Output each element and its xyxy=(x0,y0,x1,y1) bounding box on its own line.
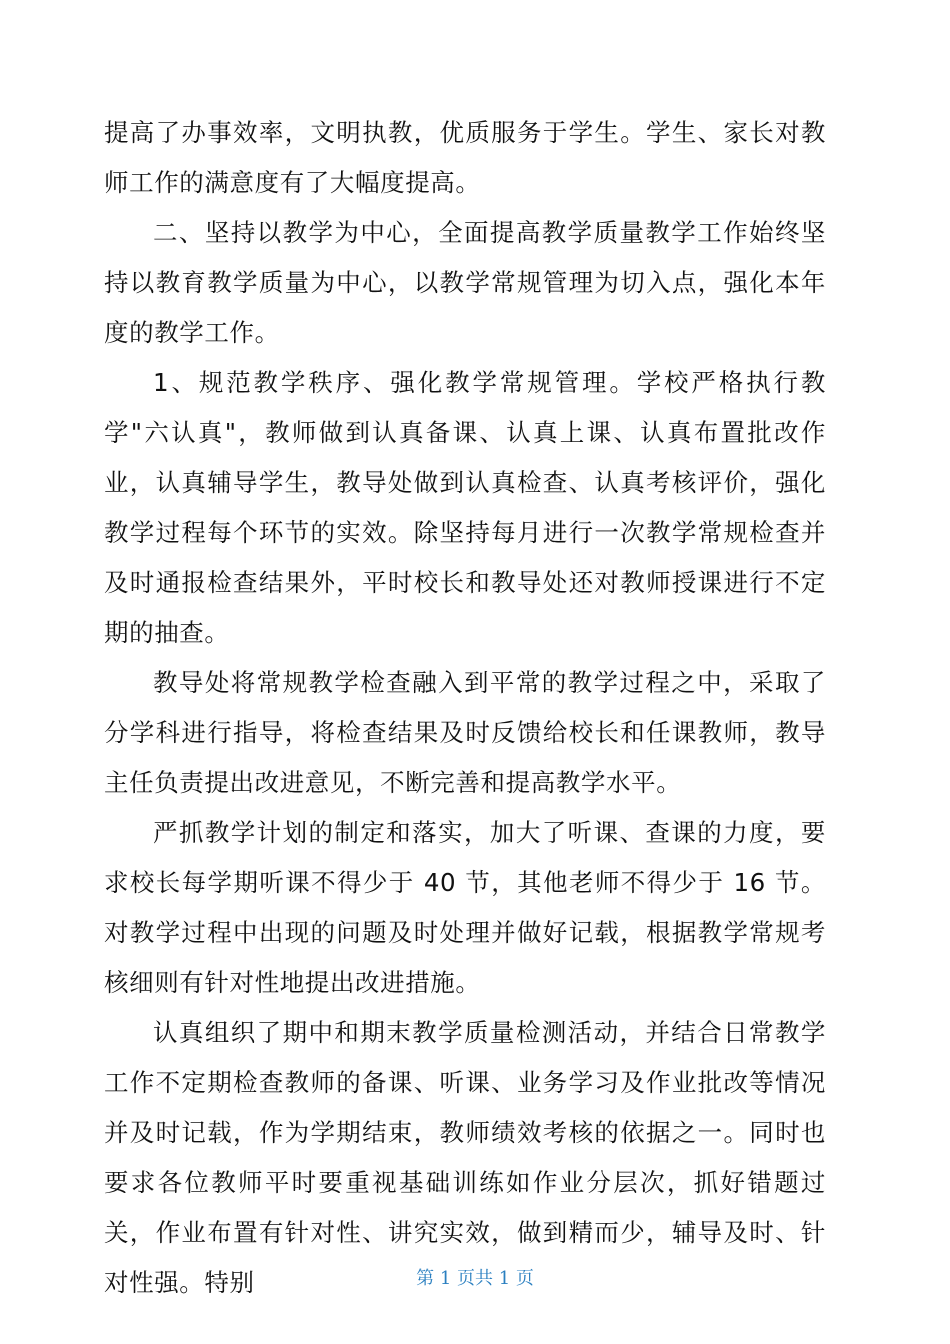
paragraph-2: 二、坚持以教学为中心，全面提高教学质量教学工作始终坚持以教育教学质量为中心，以教学常规管理为切入点，强化本年度的教学工作。 xyxy=(104,218,826,347)
paragraph-5: 严抓教学计划的制定和落实，加大了听课、查课的力度，要求校长每学期听课不得少于 40 节，其他老师不得少于 16 节。对教学过程中出现的问题及时处理并做好记载，根据教学常规考核细则有针对性地提出改进措施。 xyxy=(104,818,826,997)
paragraph-6: 认真组织了期中和期末教学质量检测活动，并结合日常教学工作不定期检查教师的备课、听课、业务学习及作业批改等情况并及时记载，作为学期结束，教师绩效考核的依据之一。同时也要求各位教师平时要重视基础训练如作业分层次，抓好错题过关，作业布置有针对性、讲究实效，做到精而少，辅导及时、针对性强。特别 xyxy=(104,1018,826,1297)
paragraph-4: 教导处将常规教学检查融入到平常的教学过程之中，采取了分学科进行指导，将检查结果及时反馈给校长和任课教师，教导主任负责提出改进意见，不断完善和提高教学水平。 xyxy=(104,668,826,797)
paragraph-3: 1、规范教学秩序、强化教学常规管理。学校严格执行教学"六认真"，教师做到认真备课、认真上课、认真布置批改作业，认真辅导学生，教导处做到认真检查、认真考核评价，强化教学过程每个环节的实效。除坚持每月进行一次教学常规检查并及时通报检查结果外，平时校长和教导处还对教师授课进行不定期的抽查。 xyxy=(104,368,826,647)
document-body xyxy=(104,108,826,1308)
paragraph-1: 提高了办事效率，文明执教，优质服务于学生。学生、家长对教师工作的满意度有了大幅度提高。 xyxy=(104,118,826,197)
page-footer xyxy=(0,1264,950,1290)
page-number-label: 第 1 页共 1 页 xyxy=(416,1268,534,1289)
